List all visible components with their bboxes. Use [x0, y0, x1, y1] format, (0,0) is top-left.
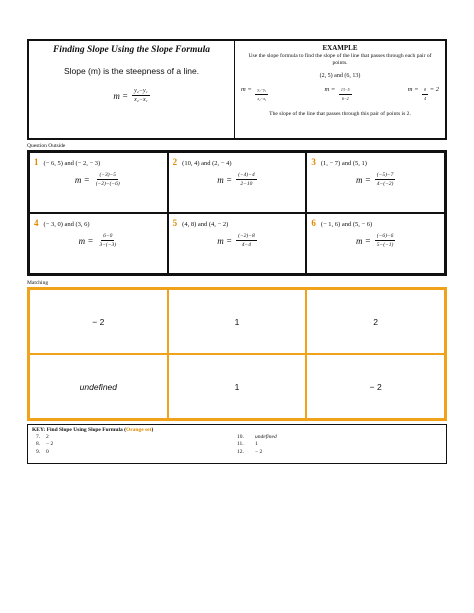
step-denominator: 6−2	[341, 95, 349, 101]
step-denominator: x₂−x₁	[257, 95, 267, 101]
answer-key-columns	[32, 434, 442, 456]
question-cell	[29, 152, 168, 213]
work-fraction	[236, 172, 257, 187]
work-lhs: m =	[74, 174, 90, 185]
matching-cell: undefined	[29, 354, 168, 419]
formula-lhs: m =	[113, 90, 129, 101]
question-cell	[168, 213, 307, 274]
step-numerator: 13−5	[339, 87, 352, 94]
question-points: (− 6, 5) and (− 2, − 3)	[43, 160, 101, 167]
work-fraction	[375, 233, 396, 248]
step-numerator: y₂−y₁	[255, 87, 268, 94]
question-cell	[168, 152, 307, 213]
question-work	[34, 172, 163, 187]
step-fraction	[422, 87, 428, 100]
key-number: 9.	[36, 448, 41, 455]
matching-section-label: Matching	[27, 280, 49, 286]
work-denominator: 3−(−3)	[99, 242, 117, 248]
step-fraction	[255, 87, 268, 100]
question-header	[34, 157, 163, 167]
question-header	[311, 218, 440, 228]
key-line	[32, 441, 237, 448]
question-number: 4	[34, 218, 39, 228]
work-numerator: 6−0	[103, 233, 113, 239]
work-fraction	[94, 172, 122, 187]
formula-numerator: y₂−y₁	[134, 88, 148, 94]
header-box	[27, 39, 447, 140]
key-answer: 0	[46, 448, 49, 455]
question-number: 3	[311, 157, 316, 167]
work-fraction	[97, 233, 118, 248]
question-section-label: Question Outside	[27, 143, 66, 149]
step-lhs: m =	[241, 86, 252, 94]
key-title-prefix: KEY: Find Slope Using Slope Formula (	[32, 427, 126, 433]
example-instructions: Use the slope formula to find the slope of the line that passes through each pair of points.	[248, 53, 432, 67]
example-points: (2, 5) and (6, 13)	[319, 72, 361, 79]
example-conclusion: The slope of the line that passes through this pair of points is 2.	[269, 110, 411, 117]
question-number: 2	[172, 157, 178, 167]
work-denominator: 4−4	[241, 242, 252, 248]
example-step-3	[408, 86, 439, 100]
question-number: 1	[34, 157, 39, 167]
work-lhs: m =	[355, 174, 371, 185]
key-number: 10.	[237, 434, 244, 440]
key-line	[32, 449, 237, 456]
work-denominator: 2−10	[240, 181, 253, 187]
work-denominator: 5−(−1)	[376, 242, 394, 248]
question-points: (1, − 7) and (5, 1)	[320, 160, 367, 167]
question-number: 5	[172, 218, 178, 228]
key-answer: undefined	[255, 434, 277, 440]
step-lhs: m =	[324, 86, 336, 94]
work-lhs: m =	[217, 174, 233, 185]
question-points: (− 3, 0) and (3, 6)	[43, 221, 90, 228]
answer-key	[27, 424, 447, 464]
key-line	[237, 449, 442, 456]
example-title: EXAMPLE	[322, 44, 358, 52]
work-lhs: m =	[217, 235, 233, 246]
key-number: 7.	[36, 434, 41, 440]
question-points: (10, 4) and (2, − 4)	[182, 160, 232, 167]
example-panel	[235, 41, 445, 138]
matching-grid	[27, 287, 447, 421]
key-title-set: Orange set	[125, 427, 152, 433]
question-header	[173, 218, 302, 228]
work-lhs: m =	[355, 235, 371, 246]
step-denominator: 4	[424, 95, 427, 101]
question-cell	[306, 152, 445, 213]
question-cell	[306, 213, 445, 274]
key-number: 12.	[237, 448, 244, 455]
key-number: 11.	[237, 441, 244, 448]
work-fraction	[236, 233, 257, 248]
slope-definition: Slope (m) is the steepness of a line.	[63, 66, 200, 76]
question-work	[173, 172, 302, 187]
work-lhs: m =	[78, 235, 94, 246]
question-points: (− 1, 6) and (5, − 6)	[320, 221, 373, 228]
step-fraction	[339, 87, 352, 100]
key-line	[237, 441, 442, 448]
question-header	[311, 157, 440, 167]
key-answer: 2	[46, 434, 49, 440]
definition-panel	[29, 41, 235, 138]
question-cell	[29, 213, 168, 274]
question-points: (4, 8) and (4, − 2)	[182, 221, 229, 228]
question-work	[34, 233, 163, 248]
key-line	[32, 434, 237, 441]
example-step-1	[241, 86, 268, 100]
question-header	[34, 218, 163, 228]
key-answer: 1	[255, 441, 258, 448]
key-line	[237, 434, 442, 441]
key-number: 8.	[36, 441, 41, 448]
work-numerator: (−2)−8	[238, 233, 255, 239]
key-title-suffix: )	[151, 427, 154, 433]
work-numerator: (−6)−6	[376, 233, 394, 239]
step-result: = 2	[429, 86, 439, 94]
formula-fraction	[132, 88, 150, 103]
answer-key-right-column	[237, 434, 442, 456]
matching-cell: 1	[168, 289, 307, 354]
step-lhs: m =	[407, 86, 419, 94]
answer-key-title	[32, 427, 442, 433]
matching-cell: − 2	[306, 354, 445, 419]
key-answer: − 2	[46, 441, 54, 448]
example-work	[241, 86, 439, 100]
slope-formula	[35, 88, 228, 103]
work-numerator: (−3)−5	[99, 172, 117, 178]
work-denominator: (−2)−(−6)	[95, 181, 120, 187]
question-work	[311, 172, 440, 187]
work-numerator: (−4)−4	[238, 172, 255, 178]
question-work	[311, 233, 440, 248]
question-grid	[27, 150, 447, 276]
question-number: 6	[311, 218, 316, 228]
work-numerator: (−5)−7	[376, 172, 394, 178]
key-answer: − 2	[255, 448, 263, 455]
formula-denominator: x₂−x₁	[134, 97, 148, 103]
worksheet-title: Finding Slope Using the Slope Formula	[52, 45, 211, 55]
answer-key-left-column	[32, 434, 237, 456]
question-header	[173, 157, 302, 167]
step-numerator: 8	[422, 87, 428, 94]
matching-cell: 1	[168, 354, 307, 419]
matching-cell: 2	[306, 289, 445, 354]
example-step-2	[325, 86, 352, 100]
work-denominator: 4−(−2)	[376, 181, 394, 187]
work-fraction	[375, 172, 396, 187]
question-work	[173, 233, 302, 248]
matching-cell: − 2	[29, 289, 168, 354]
